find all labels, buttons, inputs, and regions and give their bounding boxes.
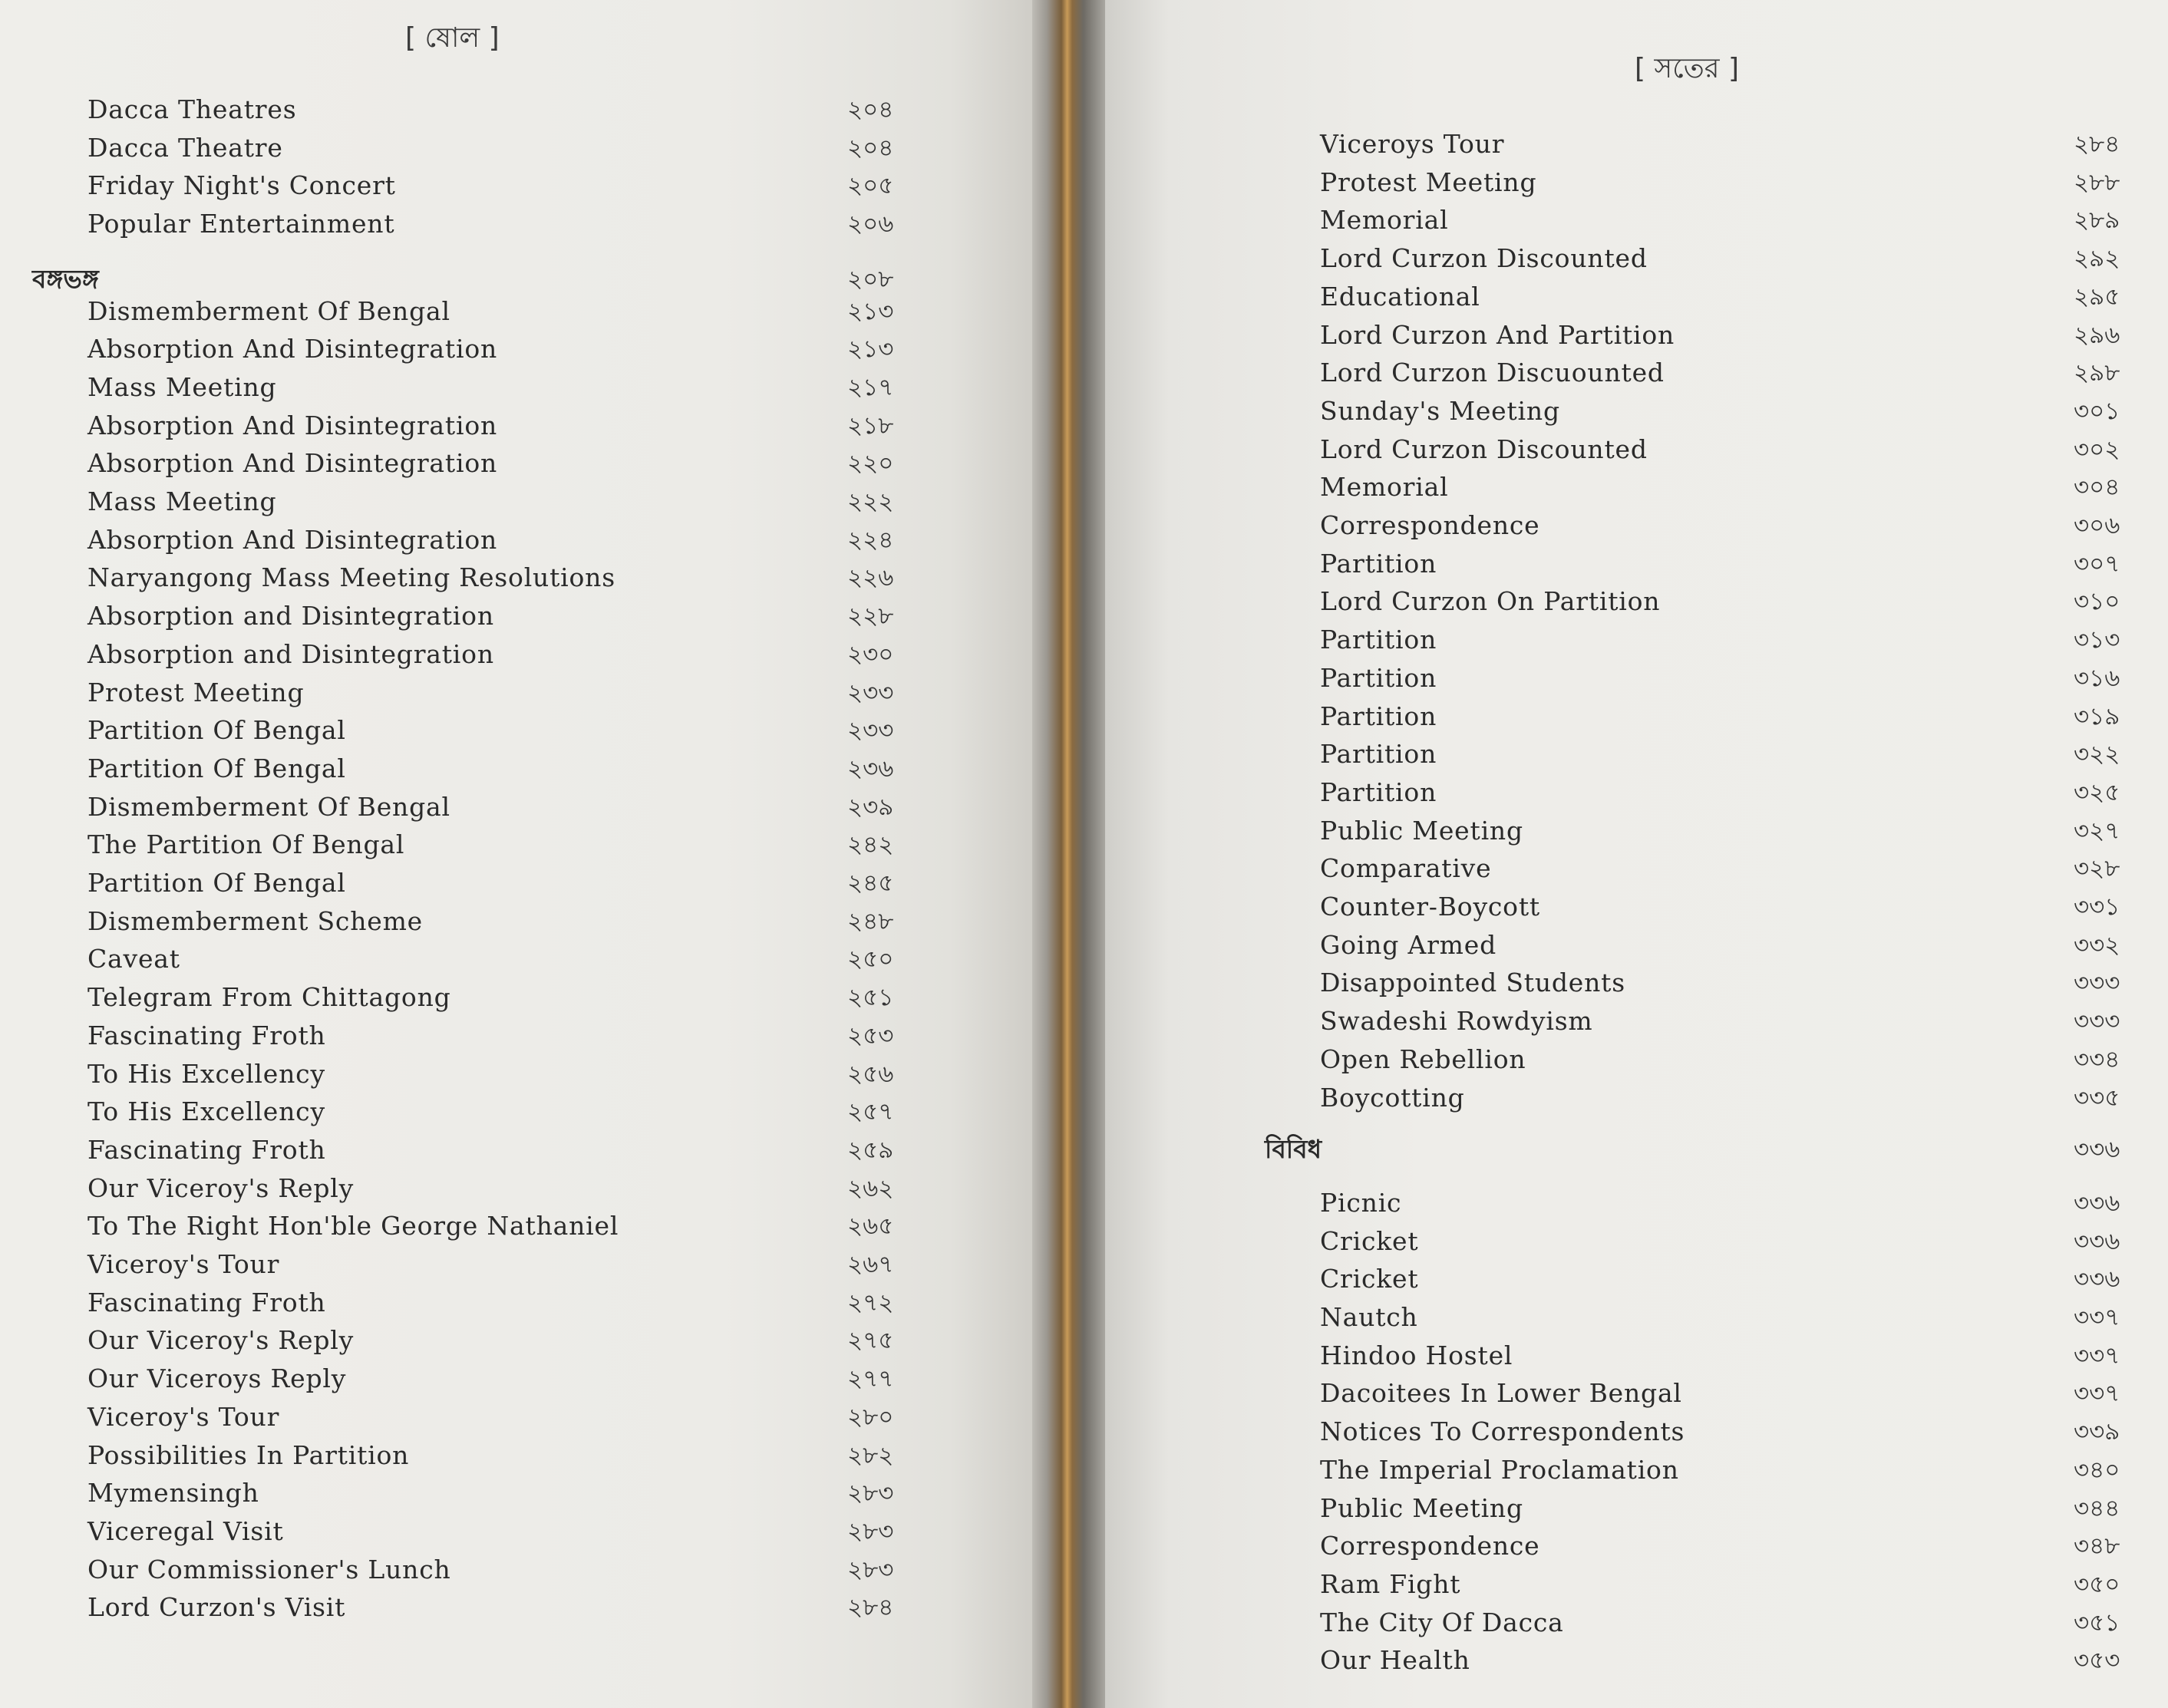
toc-entry xyxy=(1105,1413,2168,1451)
toc-entry-title: Comparative xyxy=(1320,853,1492,884)
toc-entry xyxy=(0,1131,1032,1169)
toc-entry-title: Lord Curzon Discuounted xyxy=(1320,358,1665,388)
toc-entry-title: To His Excellency xyxy=(87,1058,325,1089)
toc-entry-title: To His Excellency xyxy=(87,1096,325,1127)
toc-entry xyxy=(0,1588,1032,1627)
toc-entry-title: Viceroys Tour xyxy=(1320,129,1505,159)
toc-entry xyxy=(0,788,1032,826)
toc-entry-page-number: ৩১৩ xyxy=(2074,626,2120,655)
toc-entry-title: Viceroy's Tour xyxy=(87,1249,280,1279)
toc-entry-title: Mass Meeting xyxy=(87,486,277,516)
toc-entry-page-number: ২০৫ xyxy=(847,172,894,200)
toc-entry-page-number: ২৯২ xyxy=(2074,245,2120,273)
toc-entry-title: Memorial xyxy=(1320,472,1449,503)
toc-entry-title: Absorption And Disintegration xyxy=(87,410,498,440)
toc-entry-title: Absorption And Disintegration xyxy=(87,524,498,555)
toc-entry xyxy=(1105,1374,2168,1413)
toc-entry-title: Disappointed Students xyxy=(1320,968,1625,998)
toc-entry xyxy=(1105,697,2168,736)
toc-entry-page-number: ৩৪০ xyxy=(2074,1456,2120,1484)
toc-entry-title: Possibilities In Partition xyxy=(87,1439,410,1470)
toc-entry-page-number: ২৪২ xyxy=(847,831,894,859)
toc-entry xyxy=(1105,1527,2168,1565)
toc-entry xyxy=(1105,1260,2168,1298)
toc-entry-title: Partition xyxy=(1320,739,1437,770)
toc-entry xyxy=(0,368,1032,407)
toc-entry xyxy=(1105,201,2168,239)
toc-entry-page-number: ২৩৩ xyxy=(847,678,894,707)
toc-entry xyxy=(1105,849,2168,888)
toc-entry-page-number: ৩৩১ xyxy=(2074,893,2120,921)
toc-entry-title: Lord Curzon Discounted xyxy=(1320,243,1648,274)
toc-entry-title: Partition xyxy=(1320,548,1437,579)
toc-entry-title: Dacca Theatre xyxy=(87,132,283,163)
toc-entry-page-number: ৩৪৮ xyxy=(2074,1532,2120,1561)
left-page-header: [ ষোল ] xyxy=(405,22,500,54)
toc-entry-page-number: ২৫৩ xyxy=(847,1021,894,1050)
toc-entry xyxy=(0,1551,1032,1589)
toc-entry-title: Fascinating Froth xyxy=(87,1287,326,1317)
toc-entry xyxy=(1105,316,2168,354)
toc-entry xyxy=(0,167,1032,205)
toc-entry-title: Ram Fight xyxy=(1320,1568,1461,1599)
toc-entry-page-number: ৩৪৪ xyxy=(2074,1494,2120,1522)
toc-entry-title: Protest Meeting xyxy=(1320,167,1537,197)
toc-entry-title: Absorption And Disintegration xyxy=(87,334,498,364)
toc-entry-title: Absorption and Disintegration xyxy=(87,638,494,669)
toc-entry-title: Our Viceroy's Reply xyxy=(87,1172,355,1203)
toc-entry-title: Educational xyxy=(1320,281,1480,312)
toc-entry-title: Correspondence xyxy=(1320,1531,1540,1561)
toc-entry-title: Partition Of Bengal xyxy=(87,868,346,898)
toc-entry-title: Correspondence xyxy=(1320,510,1540,540)
section-heading-row xyxy=(1105,1130,2168,1169)
toc-entry xyxy=(1105,278,2168,316)
toc-entry-page-number: ৩২২ xyxy=(2074,740,2120,769)
toc-entry-title: Notices To Correspondents xyxy=(1320,1416,1685,1447)
toc-entry-title: Lord Curzon's Visit xyxy=(87,1592,346,1623)
toc-entry xyxy=(1105,239,2168,278)
toc-entry-page-number: ২১৩ xyxy=(847,297,894,325)
toc-entry xyxy=(0,1474,1032,1512)
toc-entry-title: Public Meeting xyxy=(1320,1492,1523,1523)
toc-entry xyxy=(1105,1184,2168,1222)
toc-entry-page-number: ২৫৭ xyxy=(847,1098,894,1126)
right-page-header: [ সতের ] xyxy=(1635,53,1740,84)
toc-entry xyxy=(0,407,1032,445)
toc-entry xyxy=(0,826,1032,864)
toc-entry xyxy=(0,1245,1032,1284)
toc-entry-page-number: ২২৬ xyxy=(847,564,894,592)
toc-entry-page-number: ৩৩৯ xyxy=(2074,1418,2120,1446)
toc-entry xyxy=(1105,1079,2168,1117)
toc-entry-title: Telegram From Chittagong xyxy=(87,982,451,1013)
toc-entry-title: Partition xyxy=(1320,701,1437,731)
toc-entry-page-number: ২৮০ xyxy=(847,1403,894,1431)
toc-entry xyxy=(1105,1002,2168,1040)
toc-entry-title: Dismemberment Of Bengal xyxy=(87,295,450,326)
section-page-number: ৩৩৬ xyxy=(2074,1136,2120,1164)
toc-entry-title: The City Of Dacca xyxy=(1320,1607,1564,1637)
toc-entry xyxy=(0,1360,1032,1398)
toc-entry-page-number: ২৮৯ xyxy=(2074,206,2120,235)
toc-entry-title: Partition xyxy=(1320,777,1437,807)
toc-entry xyxy=(1105,468,2168,506)
toc-entry-page-number: ২৮৪ xyxy=(2074,130,2120,158)
toc-entry xyxy=(1105,163,2168,202)
toc-entry-title: Dismemberment Scheme xyxy=(87,905,424,936)
toc-entry-page-number: ৩০১ xyxy=(2074,397,2120,425)
toc-entry-page-number: ২৯৮ xyxy=(2074,359,2120,387)
toc-entry-title: Lord Curzon On Partition xyxy=(1320,586,1661,617)
toc-entry-page-number: ২৩০ xyxy=(847,640,894,668)
toc-entry xyxy=(0,129,1032,167)
toc-entry-title: Fascinating Froth xyxy=(87,1134,326,1165)
toc-entry-page-number: ২৯৬ xyxy=(2074,321,2120,349)
toc-entry-title: Protest Meeting xyxy=(87,677,305,707)
toc-entry-page-number: ২১৭ xyxy=(847,373,894,401)
toc-entry-title: Boycotting xyxy=(1320,1082,1465,1113)
toc-entry xyxy=(0,1284,1032,1322)
toc-entry xyxy=(1105,621,2168,659)
toc-entry xyxy=(0,444,1032,483)
toc-entry xyxy=(1105,430,2168,469)
toc-entry-page-number: ২২০ xyxy=(847,450,894,478)
toc-entry xyxy=(1105,582,2168,621)
toc-entry xyxy=(0,978,1032,1017)
toc-entry xyxy=(0,91,1032,129)
toc-entry-page-number: ২০৪ xyxy=(847,96,894,124)
toc-entry-page-number: ২০৬ xyxy=(847,210,894,239)
toc-entry xyxy=(1105,545,2168,583)
toc-entry-page-number: ২৬৫ xyxy=(847,1212,894,1241)
toc-entry xyxy=(1105,354,2168,392)
toc-entry-page-number: ২৬২ xyxy=(847,1174,894,1202)
toc-entry xyxy=(1105,1040,2168,1079)
toc-entry-title: Mymensingh xyxy=(87,1478,259,1509)
toc-entry xyxy=(0,864,1032,902)
toc-entry-title: Viceregal Visit xyxy=(87,1515,284,1546)
toc-entry xyxy=(1105,888,2168,926)
toc-entry xyxy=(1105,773,2168,812)
toc-entry xyxy=(1105,812,2168,850)
toc-entry xyxy=(0,635,1032,674)
toc-entry xyxy=(0,1093,1032,1131)
toc-entry xyxy=(0,292,1032,331)
toc-entry xyxy=(1105,1222,2168,1261)
toc-entry xyxy=(0,1512,1032,1551)
toc-entry xyxy=(0,940,1032,978)
toc-entry-title: The Partition Of Bengal xyxy=(87,829,405,860)
toc-entry-page-number: ২৮৮ xyxy=(2074,168,2120,196)
toc-entry-page-number: ২৭৭ xyxy=(847,1365,894,1393)
toc-entry-page-number: ২৪৫ xyxy=(847,869,894,897)
toc-entry-title: Sunday's Meeting xyxy=(1320,395,1560,426)
toc-entry-page-number: ৩০৬ xyxy=(2074,512,2120,539)
toc-entry-page-number: ৩৫৩ xyxy=(2074,1647,2120,1675)
toc-entry-page-number: ৩৩৪ xyxy=(2074,1045,2120,1073)
toc-entry-page-number: ২৫৯ xyxy=(847,1136,894,1164)
toc-entry-title: Our Viceroys Reply xyxy=(87,1363,347,1394)
toc-entry-title: Going Armed xyxy=(1320,929,1497,960)
toc-entry-title: To The Right Hon'ble George Nathaniel xyxy=(87,1211,619,1241)
toc-entry xyxy=(0,330,1032,368)
toc-entry-title: Partition xyxy=(1320,662,1437,693)
toc-entry xyxy=(1105,1337,2168,1375)
toc-entry xyxy=(0,1436,1032,1475)
toc-entry-page-number: ২৮৩ xyxy=(847,1555,894,1584)
book-spine xyxy=(1032,0,1105,1708)
toc-entry-title: Caveat xyxy=(87,944,180,974)
toc-entry-page-number: ৩০৪ xyxy=(2074,473,2120,502)
toc-entry-page-number: ২৮৩ xyxy=(847,1517,894,1545)
toc-entry xyxy=(1105,1565,2168,1604)
toc-entry-page-number: ২৭৫ xyxy=(847,1327,894,1355)
toc-entry-page-number: ২৬৭ xyxy=(847,1251,894,1278)
toc-entry xyxy=(0,205,1032,243)
toc-entry-page-number: ২৩৩ xyxy=(847,717,894,745)
toc-entry xyxy=(1105,926,2168,964)
toc-entry-title: Counter-Boycott xyxy=(1320,892,1540,922)
toc-entry xyxy=(0,1169,1032,1208)
toc-entry-title: Swadeshi Rowdyism xyxy=(1320,1006,1593,1037)
toc-entry-title: Hindoo Hostel xyxy=(1320,1340,1513,1370)
toc-entry-title: Our Health xyxy=(1320,1645,1470,1676)
toc-entry-page-number: ৩৩৩ xyxy=(2074,969,2120,997)
toc-entry-page-number: ৩০৭ xyxy=(2074,549,2120,578)
toc-entry-page-number: ২২৮ xyxy=(847,602,894,631)
toc-entry-page-number: ৩৩৬ xyxy=(2074,1189,2120,1217)
section-page-number: ২০৮ xyxy=(847,265,894,293)
toc-entry xyxy=(1105,1451,2168,1489)
toc-entry-title: Our Commissioner's Lunch xyxy=(87,1554,451,1584)
toc-entry-title: Dacoitees In Lower Bengal xyxy=(1320,1378,1682,1409)
toc-entry xyxy=(0,1017,1032,1055)
toc-entry xyxy=(0,1055,1032,1093)
toc-entry-page-number: ২০৪ xyxy=(847,134,894,162)
toc-entry xyxy=(0,521,1032,559)
toc-entry-title: Absorption And Disintegration xyxy=(87,448,498,479)
toc-entry-title: The Imperial Proclamation xyxy=(1320,1454,1679,1485)
toc-entry-page-number: ৩৩৭ xyxy=(2074,1304,2120,1331)
toc-entry-page-number: ২২২ xyxy=(847,488,894,516)
toc-entry-page-number: ৩২৮ xyxy=(2074,855,2120,883)
toc-entry-title: Absorption and Disintegration xyxy=(87,601,494,631)
toc-entry xyxy=(1105,964,2168,1002)
toc-entry xyxy=(1105,392,2168,430)
toc-entry-title: Partition xyxy=(1320,625,1437,655)
toc-entry-page-number: ২৮৩ xyxy=(847,1479,894,1508)
toc-entry xyxy=(0,1398,1032,1436)
toc-entry-page-number: ২৭২ xyxy=(847,1288,894,1317)
toc-entry-page-number: ৩১৯ xyxy=(2074,702,2120,730)
toc-entry xyxy=(0,1321,1032,1360)
toc-entry xyxy=(0,711,1032,750)
toc-entry xyxy=(0,674,1032,712)
left-page xyxy=(0,0,1032,1708)
toc-entry xyxy=(0,750,1032,788)
toc-entry xyxy=(0,483,1032,521)
section-heading: বিবিধ xyxy=(1265,1134,1322,1165)
toc-entry-page-number: ৩৩২ xyxy=(2074,931,2120,959)
toc-entry-page-number: ৩২৭ xyxy=(2074,816,2120,845)
toc-entry-title: Cricket xyxy=(1320,1264,1419,1294)
toc-entry-page-number: ৩৩৫ xyxy=(2074,1083,2120,1112)
toc-entry-page-number: ৩১০ xyxy=(2074,588,2120,616)
toc-entry-title: Friday Night's Concert xyxy=(87,170,396,201)
toc-entry-page-number: ২৫১ xyxy=(847,984,894,1012)
toc-entry-page-number: ৩৩৬ xyxy=(2074,1227,2120,1255)
toc-entry-page-number: ৩৩৭ xyxy=(2074,1380,2120,1408)
toc-entry-page-number: ২৮২ xyxy=(847,1441,894,1469)
section-heading: বঙ্গভঙ্গ xyxy=(32,263,99,294)
toc-entry-page-number: ৩৫১ xyxy=(2074,1608,2120,1637)
toc-entry xyxy=(1105,506,2168,545)
toc-entry xyxy=(1105,1641,2168,1680)
toc-entry xyxy=(0,597,1032,635)
toc-entry-title: Partition Of Bengal xyxy=(87,753,346,783)
toc-entry xyxy=(0,1207,1032,1245)
toc-entry xyxy=(1105,1298,2168,1337)
toc-entry xyxy=(1105,735,2168,773)
toc-entry-page-number: ৩২৫ xyxy=(2074,778,2120,806)
toc-entry-title: Public Meeting xyxy=(1320,815,1523,846)
toc-entry-title: Popular Entertainment xyxy=(87,209,395,239)
toc-entry-page-number: ৩১৬ xyxy=(2074,664,2120,692)
toc-entry-page-number: ৩৩৬ xyxy=(2074,1265,2120,1294)
toc-entry-page-number: ২৫৬ xyxy=(847,1060,894,1088)
toc-entry-title: Fascinating Froth xyxy=(87,1020,326,1050)
toc-entry-title: Nautch xyxy=(1320,1302,1418,1332)
toc-entry xyxy=(1105,1489,2168,1528)
toc-entry xyxy=(1105,125,2168,163)
toc-entry-page-number: ২৯৫ xyxy=(2074,282,2120,311)
toc-entry xyxy=(0,559,1032,597)
right-page xyxy=(1105,0,2168,1708)
toc-entry-page-number: ৩৫০ xyxy=(2074,1570,2120,1598)
toc-entry-title: Partition Of Bengal xyxy=(87,715,346,746)
toc-entry xyxy=(0,902,1032,941)
toc-entry-page-number: ২১৩ xyxy=(847,335,894,364)
toc-entry-title: Lord Curzon Discounted xyxy=(1320,434,1648,464)
toc-entry-title: Memorial xyxy=(1320,205,1449,236)
toc-entry-title: Lord Curzon And Partition xyxy=(1320,319,1675,350)
toc-entry-title: Viceroy's Tour xyxy=(87,1401,280,1432)
toc-entry-title: Mass Meeting xyxy=(87,371,277,402)
toc-entry-title: Dismemberment Of Bengal xyxy=(87,791,450,822)
toc-entry xyxy=(1105,659,2168,697)
toc-entry-page-number: ৩৩৭ xyxy=(2074,1341,2120,1370)
toc-entry-page-number: ৩০২ xyxy=(2074,435,2120,463)
toc-entry-page-number: ২১৮ xyxy=(847,411,894,440)
toc-entry-title: Cricket xyxy=(1320,1225,1419,1256)
toc-entry-title: Open Rebellion xyxy=(1320,1044,1526,1074)
toc-entry-page-number: ২৪৮ xyxy=(847,907,894,935)
toc-entry xyxy=(1105,1604,2168,1642)
toc-entry-title: Picnic xyxy=(1320,1187,1402,1218)
toc-entry-page-number: ২২৪ xyxy=(847,526,894,554)
toc-entry-page-number: ৩৩৩ xyxy=(2074,1007,2120,1036)
toc-entry-title: Dacca Theatres xyxy=(87,94,297,124)
toc-entry-page-number: ২৮৪ xyxy=(847,1594,894,1622)
toc-entry-page-number: ২৩৬ xyxy=(847,754,894,783)
toc-entry-page-number: ২৩৯ xyxy=(847,793,894,821)
toc-entry-page-number: ২৫০ xyxy=(847,945,894,974)
toc-entry-title: Naryangong Mass Meeting Resolutions xyxy=(87,562,615,593)
toc-entry-title: Our Viceroy's Reply xyxy=(87,1325,355,1356)
